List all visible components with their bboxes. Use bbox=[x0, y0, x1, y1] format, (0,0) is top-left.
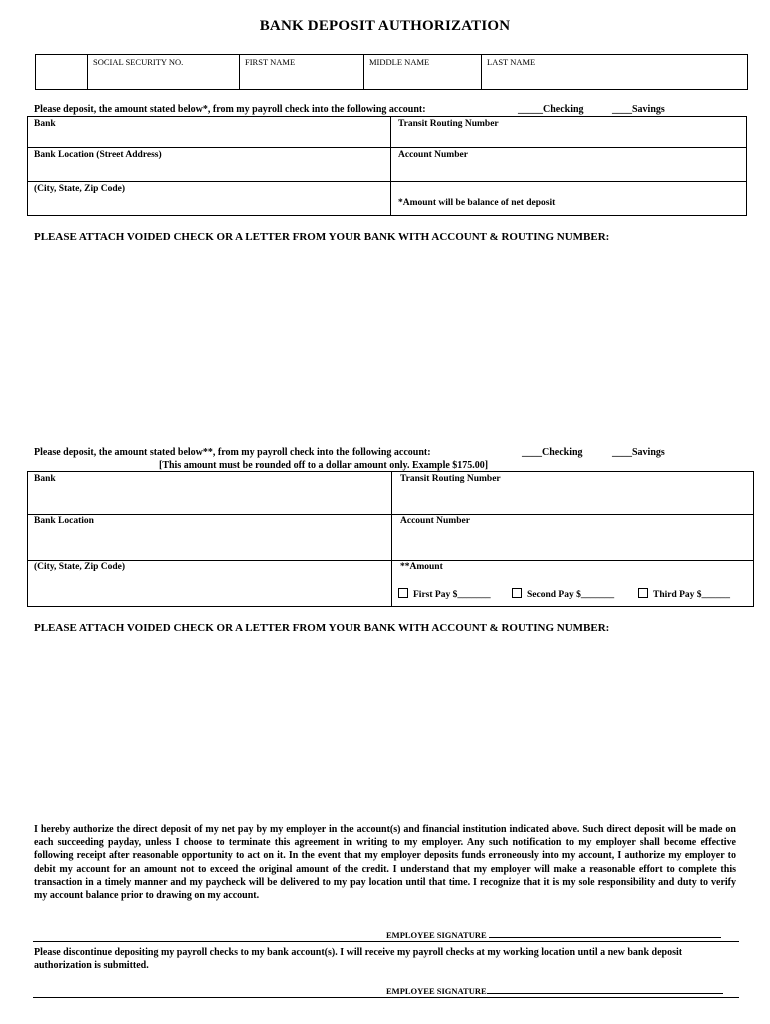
transit-routing-field-1[interactable]: Transit Routing Number bbox=[398, 119, 499, 129]
checking-option-2[interactable]: ____Checking bbox=[522, 447, 583, 458]
bottom-rule bbox=[33, 997, 739, 998]
first-pay-option[interactable]: First Pay $_______ bbox=[398, 588, 491, 600]
employee-info-table bbox=[35, 54, 748, 90]
discontinue-paragraph: Please discontinue depositing my payroll checks to my bank account(s). I will receive my payroll checks at my working location until a new bank deposit authorization is submitted. bbox=[34, 947, 683, 972]
deposit-instruction-1: Please deposit, the amount stated below*, from my payroll check into the following account: bbox=[34, 104, 426, 115]
rounding-note: [This amount must be rounded off to a dollar amount only. Example $175.00] bbox=[159, 460, 489, 471]
second-pay-option[interactable]: Second Pay $_______ bbox=[512, 588, 614, 600]
deposit-instruction-2: Please deposit, the amount stated below**, from my payroll check into the following account: bbox=[34, 447, 431, 458]
last-name-field[interactable]: LAST NAME bbox=[487, 57, 536, 67]
bank-account-table-1 bbox=[27, 116, 747, 216]
first-name-field[interactable]: FIRST NAME bbox=[245, 57, 296, 67]
account-number-field-1[interactable]: Account Number bbox=[398, 150, 468, 160]
employee-signature-line-1[interactable]: EMPLOYEE SIGNATURE bbox=[386, 929, 721, 940]
city-state-zip-field-2[interactable]: (City, State, Zip Code) bbox=[34, 562, 126, 572]
savings-option-1[interactable]: ____Savings bbox=[612, 104, 665, 115]
third-pay-option[interactable]: Third Pay $______ bbox=[638, 588, 730, 600]
bank-field-2[interactable]: Bank bbox=[34, 474, 56, 484]
attach-check-notice-2: PLEASE ATTACH VOIDED CHECK OR A LETTER FROM YOUR BANK WITH ACCOUNT & ROUTING NUMBER: bbox=[34, 622, 610, 634]
amount-field-2: **Amount bbox=[400, 562, 443, 572]
page-title: BANK DEPOSIT AUTHORIZATION bbox=[259, 18, 511, 34]
divider bbox=[33, 941, 739, 942]
first-pay-checkbox[interactable] bbox=[398, 588, 408, 598]
attach-check-notice-1: PLEASE ATTACH VOIDED CHECK OR A LETTER FROM YOUR BANK WITH ACCOUNT & ROUTING NUMBER: bbox=[34, 231, 610, 243]
checking-option-1[interactable]: _____Checking bbox=[518, 104, 584, 115]
authorization-paragraph: I hereby authorize the direct deposit of my net pay by my employer in the account(s) and financial institution indicated above. Such direct deposit will be made on each succeeding payday, unless I choose to terminate this agreement in writing to my employer. Any such notification to my employer shall become effective following receipt after reasonable opportunity to act on it. In the event that my employer deposits funds erroneously into my account, I authorize my employer to debit my account for an amount not to exceed the original amount of the credit. I understand that my employer will make a reasonable effort to complete this transaction in a timely manner and my paycheck will be delivered to my pay location until that time. I recognize that it is my sole responsibility and duty to verify my account balance prior to drawing on my account. bbox=[34, 824, 736, 902]
middle-name-field[interactable]: MIDDLE NAME bbox=[369, 57, 430, 67]
bank-field-1[interactable]: Bank bbox=[34, 119, 56, 129]
amount-note-1: *Amount will be balance of net deposit bbox=[398, 198, 556, 208]
savings-option-2[interactable]: ____Savings bbox=[612, 447, 665, 458]
account-number-field-2[interactable]: Account Number bbox=[400, 516, 470, 526]
bank-location-field-1[interactable]: Bank Location (Street Address) bbox=[34, 150, 162, 160]
bank-account-table-2 bbox=[27, 471, 754, 607]
city-state-zip-field-1[interactable]: (City, State, Zip Code) bbox=[34, 184, 126, 194]
third-pay-checkbox[interactable] bbox=[638, 588, 648, 598]
ssn-field[interactable]: SOCIAL SECURITY NO. bbox=[93, 57, 184, 67]
bank-location-field-2[interactable]: Bank Location bbox=[34, 516, 94, 526]
transit-routing-field-2[interactable]: Transit Routing Number bbox=[400, 474, 501, 484]
second-pay-checkbox[interactable] bbox=[512, 588, 522, 598]
employee-signature-line-2[interactable]: EMPLOYEE SIGNATURE bbox=[386, 985, 723, 996]
